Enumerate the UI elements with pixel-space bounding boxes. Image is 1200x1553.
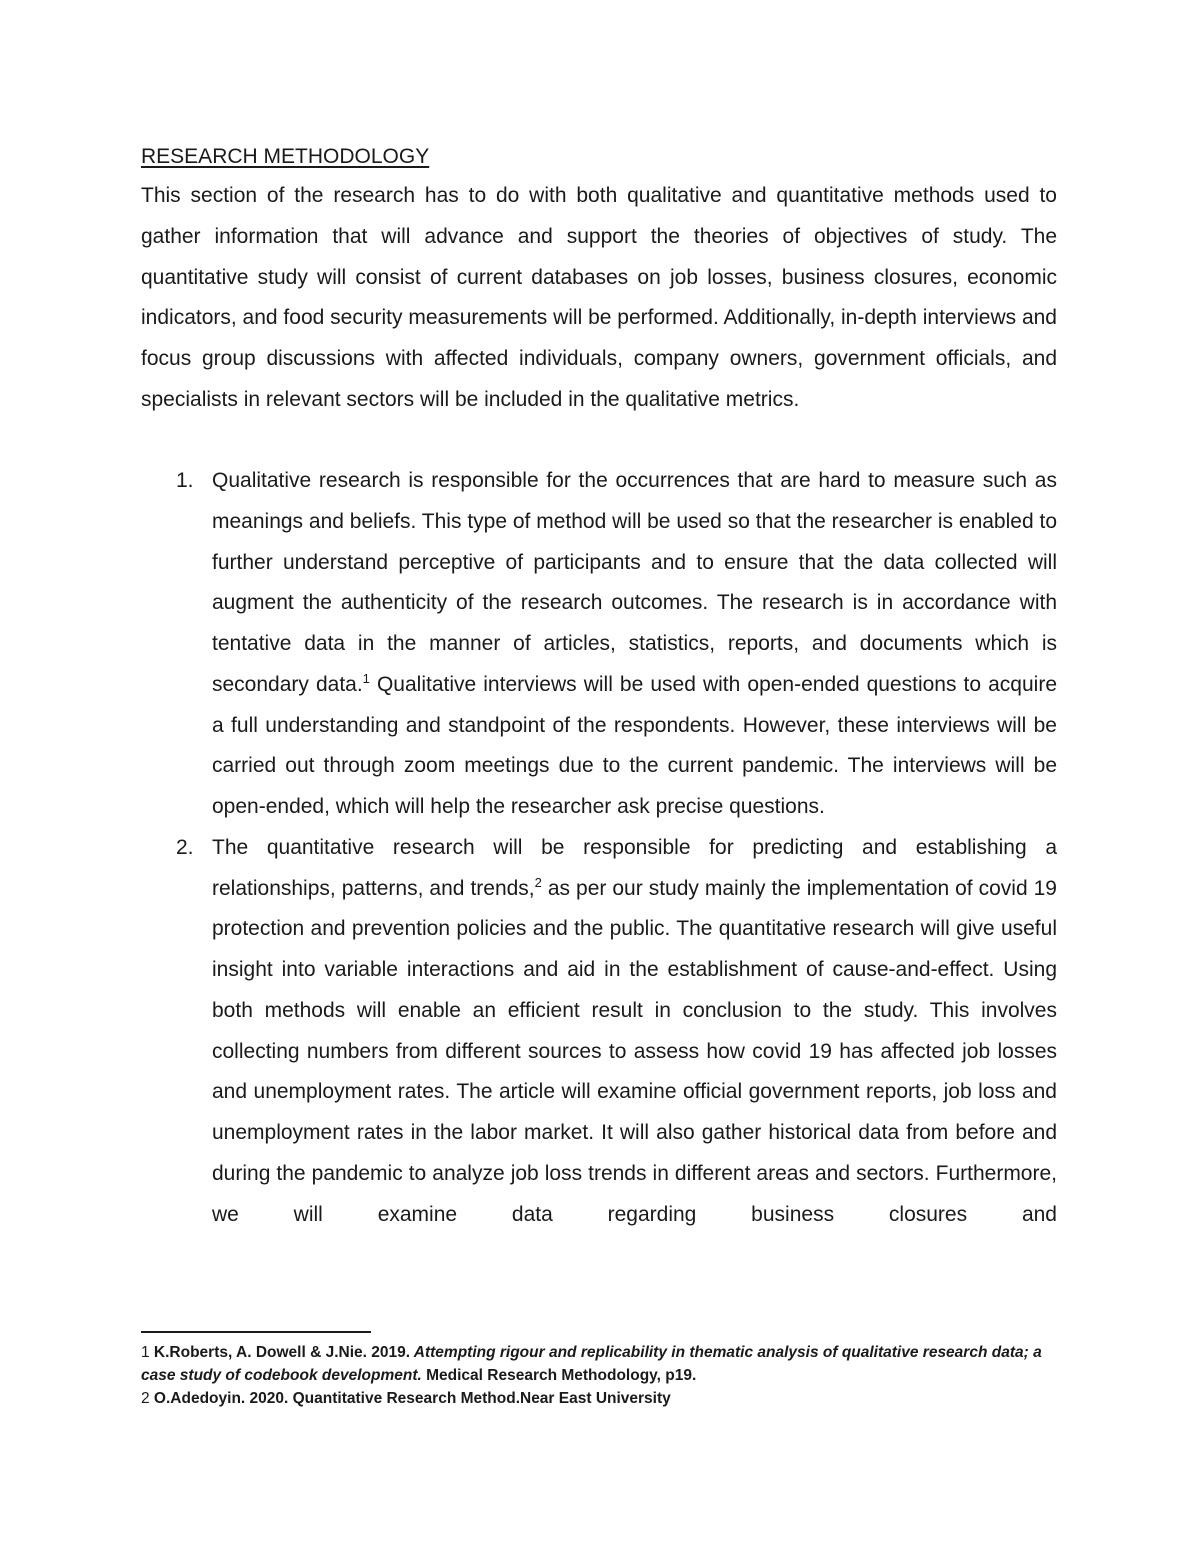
list-item	[141, 828, 1057, 1236]
footnote-ref: 2	[534, 874, 542, 890]
footnote-ref: 1	[362, 670, 370, 686]
footnote-number: 2	[141, 1390, 150, 1407]
footnote-1	[141, 1341, 1057, 1387]
list-marker: 1.	[176, 469, 194, 492]
footnote-2	[141, 1387, 1057, 1410]
footnote-title: Attempting rigour and replicability in thematic analysis of qualitative research data; a case study of codebook development.	[141, 1344, 1042, 1384]
list-item-text-continued: Qualitative interviews will be used with open-ended questions to acquire a full understanding and standpoint of the respondents. However, these interviews will be carried out through zoom meetings due to the current pandemic. The interviews will be open-ended, which will help the researcher ask precise questions.	[212, 672, 1057, 818]
intro-paragraph: This section of the research has to do with both qualitative and quantitative methods used to gather information that will advance and support the theories of objectives of study. The quantitative study will consist of current databases on job losses, business closures, economic indicators, and food security measurements will be performed. Additionally, in-depth interviews and focus group discussions with affected individuals, company owners, government officials, and specialists in relevant sectors will be included in the qualitative metrics.	[141, 184, 1057, 411]
methods-list	[141, 461, 1057, 1235]
footnote-citation: O.Adedoyin. 2020. Quantitative Research Method.Near East University	[149, 1390, 671, 1407]
footnote-authors: K.Roberts, A. Dowell & J.Nie. 2019.	[149, 1344, 411, 1361]
list-item-text: The quantitative research will be responsible for predicting and establishing a relationships, patterns, and trends,	[212, 835, 1057, 900]
list-item-text-continued: as per our study mainly the implementation of covid 19 protection and prevention policies and the public. The quantitative research will give useful insight into variable interactions and aid in the establishment of cause-and-effect. Using both methods will enable an efficient result in conclusion to the study. This involves collecting numbers from different sources to assess how covid 19 has affected job losses and unemployment rates. The article will examine official government reports, job loss and unemployment rates in the labor market. It will also gather historical data from before and during the pandemic to analyze job loss trends in different areas and sectors. Furthermore, we will examine data regarding business closures and	[212, 876, 1057, 1226]
footnotes	[141, 1341, 1057, 1410]
section-heading: RESEARCH METHODOLOGY	[141, 145, 430, 168]
footnote-number: 1	[141, 1344, 150, 1361]
footnote-source: Medical Research Methodology, p19.	[421, 1367, 697, 1384]
list-marker: 2.	[176, 835, 194, 859]
list-item-text: Qualitative research is responsible for the occurrences that are hard to measure such as meanings and beliefs. This type of method will be used so that the researcher is enabled to further understand perceptive of participants and to ensure that the data collected will augment the authenticity of the research outcomes. The research is in accordance with tentative data in the manner of articles, statistics, reports, and documents which is secondary data.	[212, 469, 1057, 696]
footnote-separator	[141, 1331, 371, 1333]
list-item	[141, 461, 1057, 828]
